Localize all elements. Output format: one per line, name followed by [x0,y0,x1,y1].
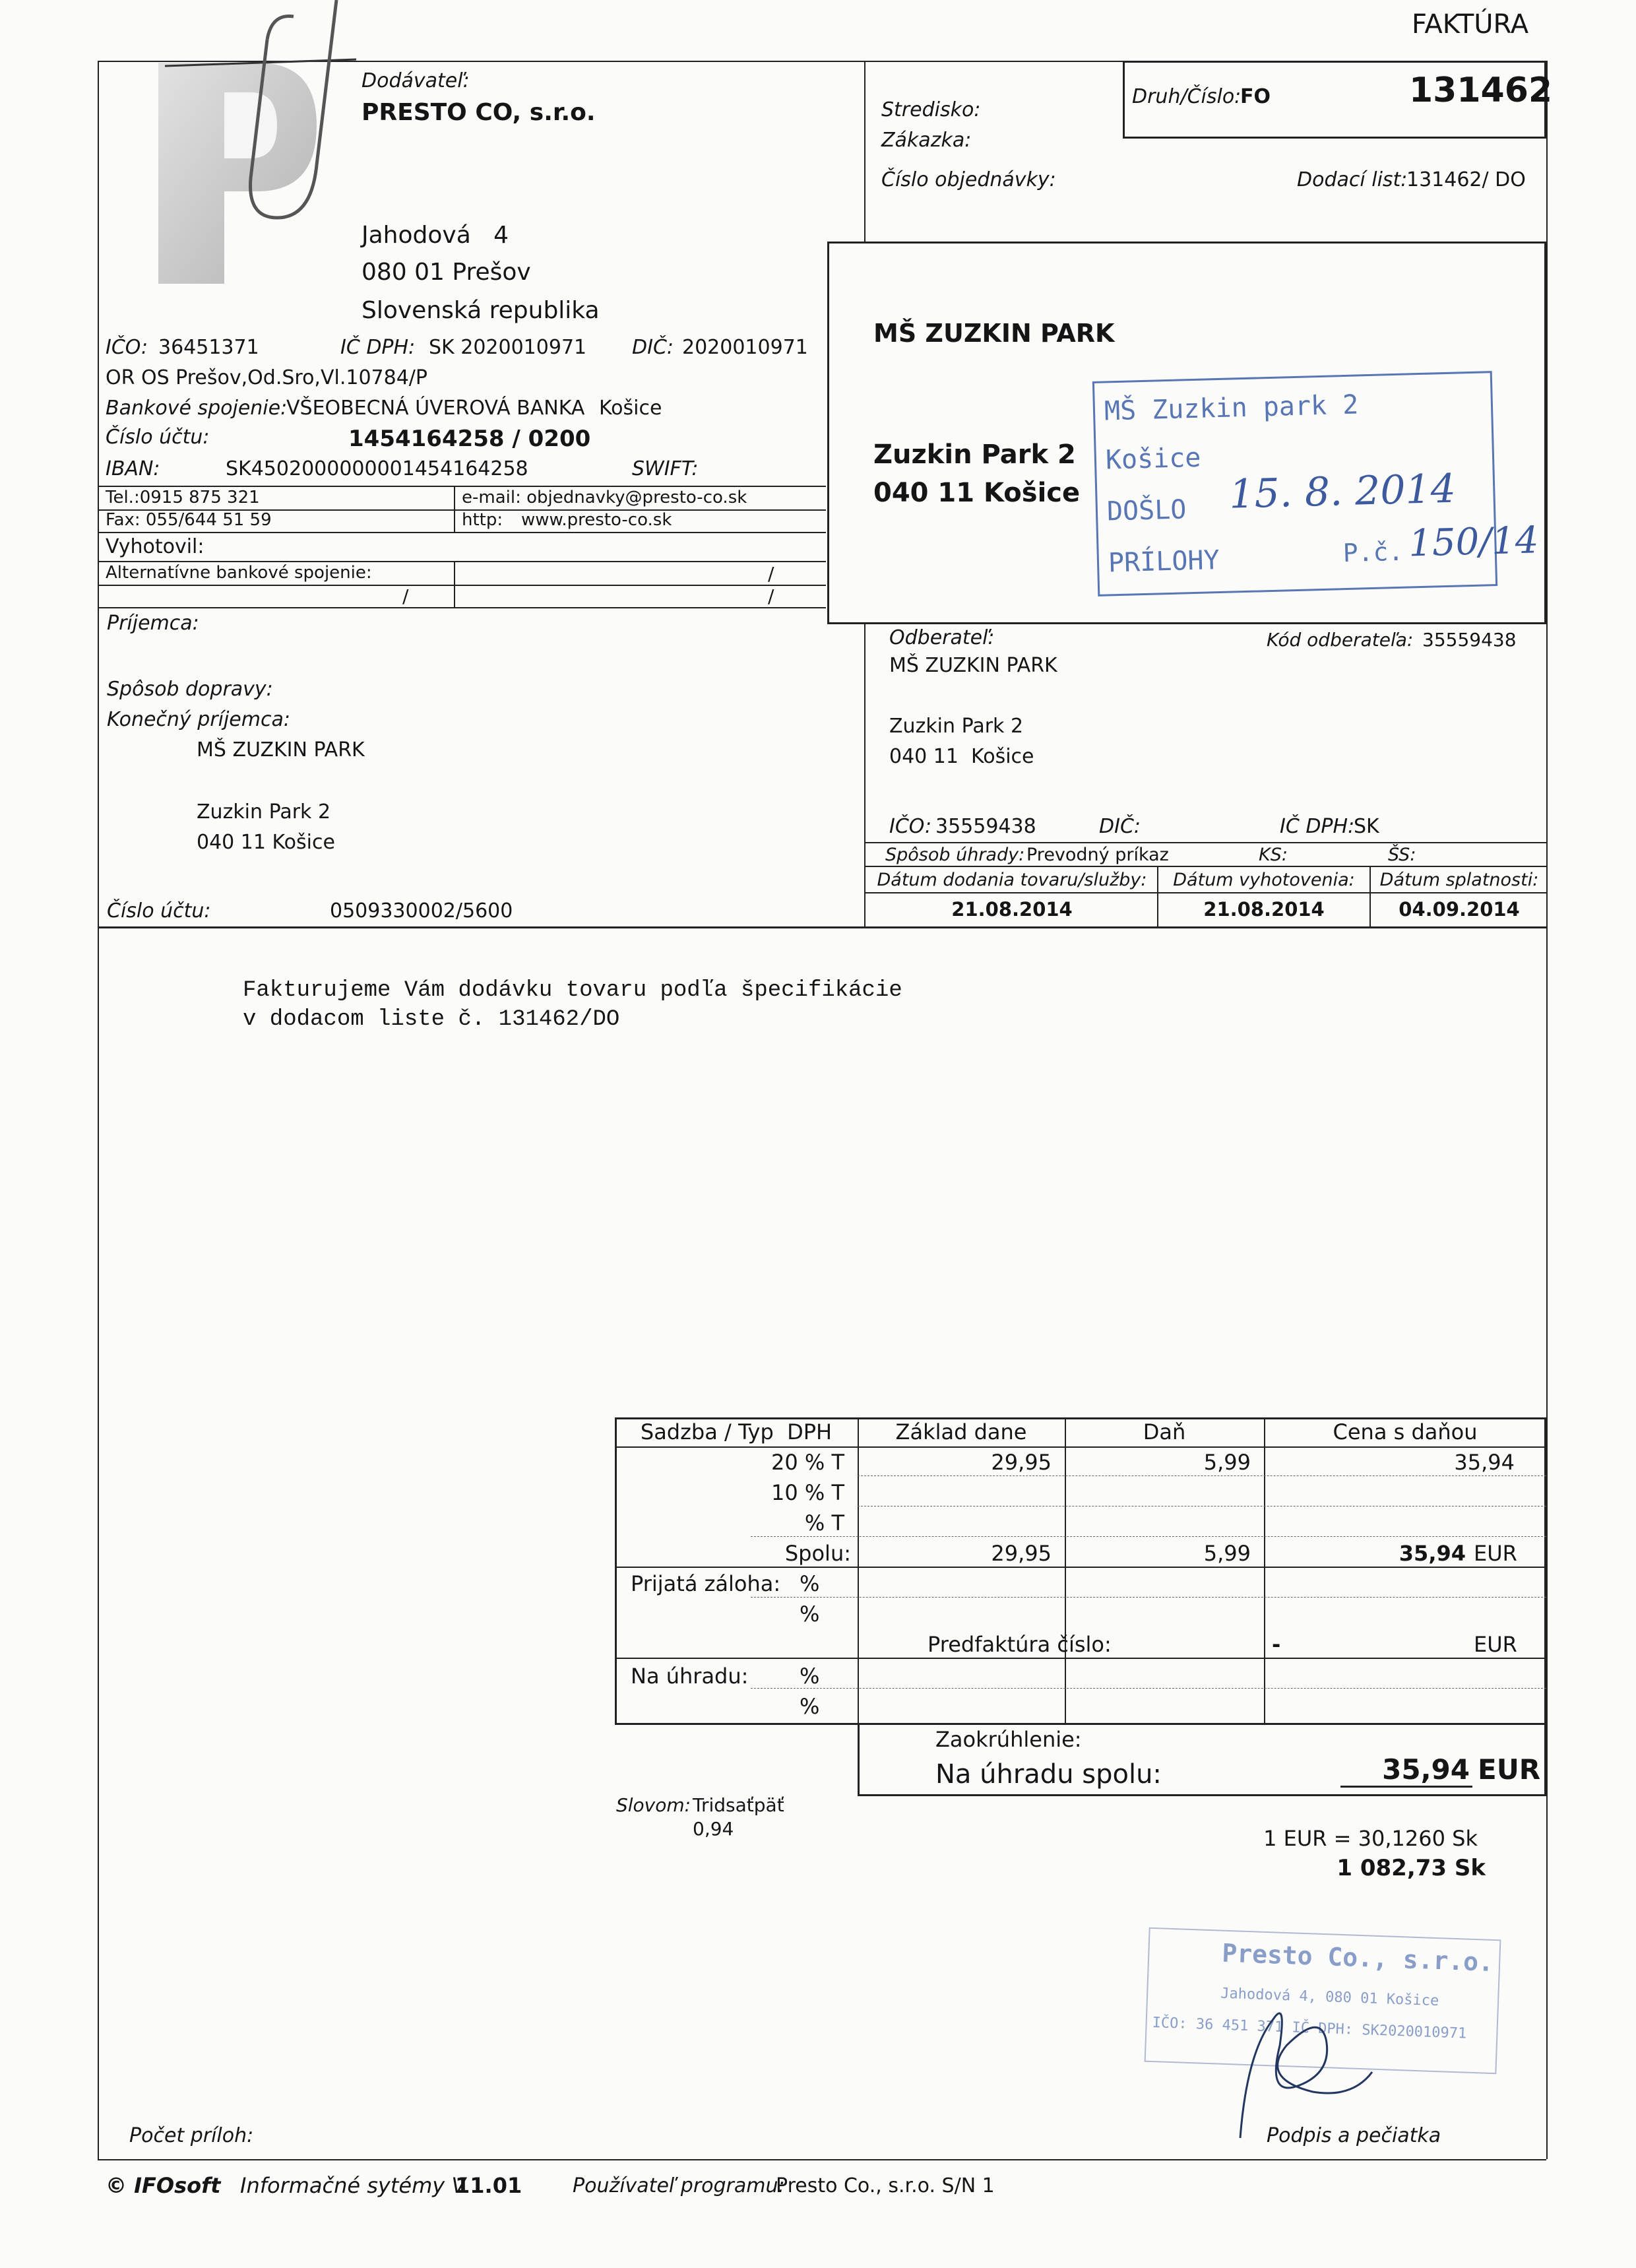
to-pay-label: Na úhradu: [631,1664,749,1689]
received-stamp-doslo: DOŠLO [1106,494,1187,527]
received-stamp [1092,371,1540,597]
rule [858,1475,1546,1476]
supplier-street: Jahodová 4 [362,222,509,249]
rule [98,486,826,487]
program-user-label: Používateľ programu: [573,2174,785,2197]
due-date-label: Dátum splatnosti: [1379,870,1539,890]
document-title: FAKTÚRA [1412,9,1529,40]
customer-ico: 35559438 [935,815,1036,838]
vat-total-label: Spolu: [784,1541,851,1566]
customer-name: MŠ ZUZKIN PARK [889,654,1057,677]
vat-total-currency: EUR [1474,1541,1517,1566]
cost-center-label: Stredisko: [881,98,981,121]
vat-header-rate: Sadzba / Typ DPH [640,1419,833,1444]
sk-total: 1 082,73 Sk [1337,1855,1486,1881]
body-left-rule [98,926,99,2159]
frame-header-bottom [98,926,1546,928]
vat-header-total: Cena s daňou [1333,1419,1478,1444]
bank-city: Košice [599,397,662,420]
iban: SK4502000000001454164258 [226,457,528,480]
signature-label: Podpis a pečiatka [1267,2124,1441,2147]
final-recipient-city: 040 11 Košice [197,831,335,854]
rule [864,866,1546,867]
address-street: Zuzkin Park 2 [873,439,1076,470]
issue-date: 21.08.2014 [1203,898,1325,921]
rule [454,486,455,532]
in-words-line2: 0,94 [693,1818,734,1840]
customer-code-label: Kód odberateľa: [1267,629,1414,651]
ss-label: ŠS: [1388,845,1416,865]
vat-total-tax: 5,99 [1203,1541,1251,1566]
grand-total-currency: EUR [1478,1753,1541,1786]
presto-logo [119,0,356,310]
advance-pct: % [800,1602,820,1627]
transport-label: Spôsob dopravy: [107,678,273,701]
supplier-label: Dodávateľ: [362,69,470,92]
supplier-name: PRESTO CO, s.r.o. [362,99,596,126]
alt-bank-label: Alternatívne bankové spojenie: [106,563,372,583]
frame-right [1546,61,1548,927]
rule [98,585,826,586]
rule [751,1536,1546,1537]
to-pay-pct: % [800,1664,820,1689]
contract-label: Zákazka: [881,129,972,152]
company-stamp-line1: Presto Co., s.r.o. [1221,1938,1494,1977]
delivery-note-label: Dodací list: [1297,168,1408,191]
supplier-dic: 2020010971 [682,336,808,359]
supplier-city: 080 01 Prešov [362,259,531,286]
alt-bank-slash: / [768,585,774,607]
due-date: 04.09.2014 [1399,898,1520,921]
recipient-account: 0509330002/5600 [330,899,513,923]
vat-header-tax: Daň [1143,1419,1186,1444]
received-stamp-line2: Košice [1105,442,1202,476]
rule [864,842,1546,843]
vat-row-rate: 10 % T [771,1480,844,1505]
grand-total-underline [1340,1786,1472,1788]
vat-total-base: 29,95 [991,1541,1052,1566]
body-line-2: v dodacom liste č. 131462/DO [243,1007,620,1032]
rule [454,561,455,607]
in-words-label: Slovom: [616,1794,691,1816]
supplier-dic-label: DIČ: [632,336,674,359]
bank-name: VŠEOBECNÁ ÚVEROVÁ BANKA [286,397,585,420]
to-pay-pct: % [800,1694,820,1719]
proforma-currency: EUR [1474,1632,1517,1657]
vat-row-rate: % T [804,1510,844,1536]
supplier-website: www.presto-co.sk [521,510,672,530]
rule [864,892,1546,893]
rule [615,1446,1546,1448]
customer-city: 040 11 Košice [889,745,1034,768]
invoice-type-code: FO [1240,85,1271,108]
supplier-fax: Fax: 055/644 51 59 [106,510,272,530]
supplier-icdph-label: IČ DPH: [340,336,416,359]
address-name: MŠ ZUZKIN PARK [873,319,1115,348]
alt-bank-slash: / [768,563,774,585]
rule [615,1567,1546,1568]
vat-header-base: Základ dane [895,1419,1027,1444]
address-city: 040 11 Košice [873,478,1081,508]
supplier-country: Slovenská republika [362,297,600,324]
proforma-label: Predfaktúra číslo: [928,1632,1112,1657]
company-stamp-line3: IČO: 36 451 371 IČ DPH: SK2020010971 [1152,2015,1467,2042]
delivery-date-label: Dátum dodania tovaru/služby: [877,870,1147,890]
order-number-label: Číslo objednávky: [881,168,1056,191]
company-stamp-line2: Jahodová 4, 080 01 Košice [1220,1985,1439,2010]
supplier-http-label: http: [462,510,503,530]
payment-method: Prevodný príkaz [1026,845,1169,865]
system-version: 11.01 [455,2173,522,2198]
rule [98,607,826,608]
rounding-label: Zaokrúhlenie: [935,1727,1082,1752]
customer-icdph: SK [1354,815,1379,838]
customer-icdph-label: IČ DPH: [1280,815,1355,838]
rule [98,532,826,533]
proforma-value: - [1272,1632,1281,1657]
system-name: Informačné sytémy V [240,2173,466,2198]
invoice-type-label: Druh/Číslo: [1132,85,1242,108]
attachments-label: Počet príloh: [129,2124,254,2147]
frame-middle-divider [864,61,865,242]
issue-date-label: Dátum vyhotovenia: [1173,870,1355,890]
delivery-date: 21.08.2014 [951,898,1073,921]
body-right-rule [1546,926,1548,2159]
advance-label: Prijatá záloha: [631,1571,781,1596]
supplier-email: e-mail: objednavky@presto-co.sk [462,488,747,507]
delivery-note-number: 131462/ DO [1406,168,1526,191]
customer-street: Zuzkin Park 2 [889,715,1024,738]
body-line-1: Fakturujeme Vám dodávku tovaru podľa špecifikácie [243,978,902,1003]
received-stamp-pc: 150/14 [1408,519,1540,566]
iban-label: IBAN: [106,457,160,480]
supplier-account: 1454164258 / 0200 [348,426,591,452]
payment-method-label: Spôsob úhrady: [885,845,1025,865]
recipient-label: Príjemca: [107,612,199,635]
vat-total-amount: 35,94 [1399,1541,1466,1566]
customer-divider [864,624,865,928]
supplier-phone: Tel.:0915 875 321 [106,488,260,507]
body-bottom-rule [98,2159,1546,2160]
rule [615,1658,1546,1659]
received-stamp-date: 15. 8. 2014 [1228,465,1457,518]
frame-left [98,61,99,927]
ks-label: KS: [1259,845,1288,865]
received-stamp-line1: MŠ Zuzkin park 2 [1104,389,1359,427]
swift-label: SWIFT: [632,457,699,480]
rule [98,561,826,562]
exchange-rate: 1 EUR = 30,1260 Sk [1263,1826,1478,1851]
received-stamp-pc-label: P.č. [1342,536,1404,568]
supplier-ico: 36451371 [158,336,259,359]
vat-row-total: 35,94 [1454,1450,1515,1475]
rule [1157,866,1158,926]
invoice-number: 131462 [1409,71,1553,110]
customer-code: 35559438 [1422,629,1517,651]
program-user: Presto Co., s.r.o. S/N 1 [776,2174,995,2197]
alt-bank-slash: / [402,585,409,607]
account-label: Číslo účtu: [106,426,210,449]
ifosoft-brand: © IFOsoft [106,2173,221,2198]
rule [1369,866,1371,926]
supplier-register: OR OS Prešov,Od.Sro,Vl.10784/P [106,366,427,389]
final-recipient-label: Konečný príjemca: [107,708,290,731]
vat-row-base: 29,95 [991,1450,1052,1475]
issued-by-label: Vyhotovil: [106,535,204,558]
rule [751,1597,1546,1598]
rule [751,1688,1546,1689]
advance-pct: % [800,1571,820,1596]
signature [1201,1973,1385,2145]
grand-total-label: Na úhradu spolu: [935,1759,1162,1790]
supplier-ico-label: IČO: [106,336,148,359]
supplier-icdph: SK 2020010971 [429,336,587,359]
customer-dic-label: DIČ: [1099,815,1141,838]
rule [858,1506,1546,1507]
grand-total-value: 35,94 [1382,1753,1470,1786]
received-stamp-prilohy: PRÍLOHY [1108,545,1220,579]
customer-ico-label: IČO: [889,815,932,838]
final-recipient-name: MŠ ZUZKIN PARK [197,738,365,761]
final-recipient-street: Zuzkin Park 2 [197,800,331,824]
vat-row-rate: 20 % T [771,1450,844,1475]
recipient-account-label: Číslo účtu: [107,899,211,923]
vat-row-tax: 5,99 [1203,1450,1251,1475]
bank-label: Bankové spojenie: [106,397,288,420]
customer-label: Odberateľ: [889,626,995,649]
in-words-line1: Tridsaťpäť [693,1794,784,1816]
